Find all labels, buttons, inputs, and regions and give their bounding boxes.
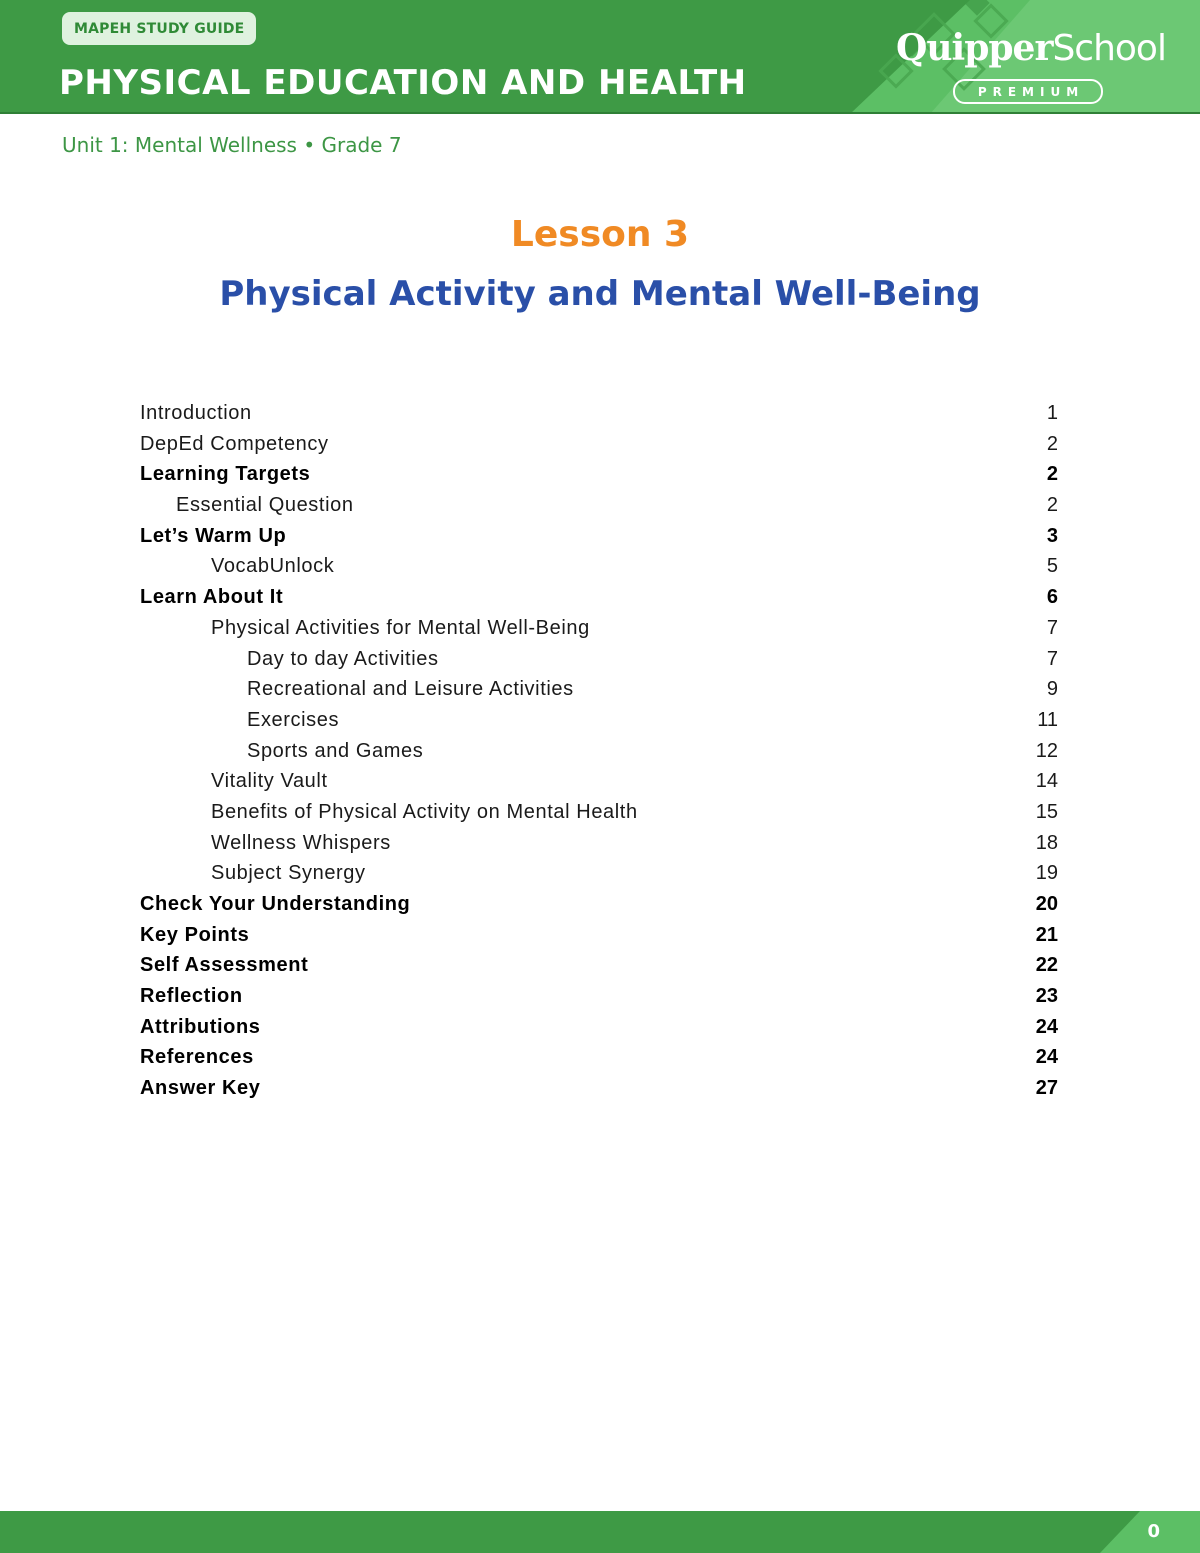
toc-entry-label: Self Assessment [140,954,309,977]
toc-entry-page: 2 [1046,432,1058,455]
toc-entry[interactable] [140,521,1060,552]
toc-entry[interactable] [140,858,1060,889]
toc-entry[interactable] [140,674,1060,705]
toc-entry-page: 2 [1046,494,1058,517]
toc-entry-page: 24 [1035,1046,1058,1069]
toc-entry-label: Wellness Whispers [211,831,391,854]
toc-entry[interactable] [140,1012,1060,1043]
toc-entry-label: Sports and Games [247,739,424,762]
toc-entry[interactable] [140,490,1060,521]
toc-entry-label: Benefits of Physical Activity on Mental Health [211,800,638,823]
table-of-contents [140,398,1060,1104]
toc-entry[interactable] [140,459,1060,490]
toc-entry-page: 11 [1037,708,1058,731]
toc-entry-label: Recreational and Leisure Activities [247,678,574,701]
page-header [0,0,1200,114]
toc-entry[interactable] [140,398,1060,429]
toc-entry-page: 21 [1035,923,1058,946]
quipper-school-logo [896,26,1166,70]
toc-entry-label: Essential Question [176,494,354,517]
page-number: 0 [1147,1521,1160,1542]
toc-entry-page: 18 [1035,831,1058,854]
lesson-title: Physical Activity and Mental Well-Being [219,274,981,314]
toc-entry-page: 24 [1035,1015,1058,1038]
toc-entry[interactable] [140,705,1060,736]
toc-entry-page: 23 [1035,985,1058,1008]
toc-entry-page: 27 [1035,1077,1058,1100]
toc-entry[interactable] [140,828,1060,859]
premium-badge: PREMIUM [953,79,1103,104]
study-guide-badge: MAPEH STUDY GUIDE [62,12,256,45]
toc-entry[interactable] [140,920,1060,951]
toc-entry-label: Let’s Warm Up [140,524,287,547]
toc-entry-label: Learn About It [140,586,284,609]
toc-entry-label: Vitality Vault [211,770,328,793]
toc-entry-page: 7 [1046,647,1058,670]
header-divider [0,112,1200,114]
toc-entry[interactable] [140,889,1060,920]
toc-entry-page: 22 [1035,954,1058,977]
toc-entry[interactable] [140,766,1060,797]
toc-entry-label: Check Your Understanding [140,893,411,915]
brand-school: School [1052,28,1166,69]
toc-entry-page: 2 [1046,463,1058,486]
toc-entry-page: 7 [1046,616,1058,639]
toc-entry-label: Attributions [140,1015,261,1038]
toc-entry-label: Key Points [140,923,250,946]
toc-entry-label: References [140,1046,254,1069]
toc-entry-label: Exercises [247,708,340,731]
toc-entry-label: Learning Targets [140,463,311,486]
toc-entry[interactable] [140,797,1060,828]
toc-entry-page: 1 [1046,402,1058,424]
toc-entry[interactable] [140,613,1060,644]
toc-entry[interactable] [140,736,1060,767]
toc-entry[interactable] [140,981,1060,1012]
toc-entry[interactable] [140,644,1060,675]
toc-entry-page: 20 [1035,893,1058,915]
toc-entry[interactable] [140,429,1060,460]
unit-grade-line: Unit 1: Mental Wellness • Grade 7 [62,133,402,157]
toc-entry-label: DepEd Competency [140,432,329,455]
toc-entry-label: Introduction [140,402,252,424]
toc-entry-page: 14 [1035,770,1058,793]
toc-entry-page: 15 [1035,800,1058,823]
toc-entry-label: Reflection [140,985,243,1008]
toc-entry-label: Subject Synergy [211,862,366,885]
toc-entry-page: 12 [1035,739,1058,762]
toc-entry-label: Day to day Activities [247,647,439,670]
toc-entry-page: 6 [1046,586,1058,609]
toc-entry-label: VocabUnlock [211,555,335,578]
toc-entry[interactable] [140,582,1060,613]
toc-entry[interactable] [140,1042,1060,1073]
page-footer [0,1511,1200,1553]
toc-entry[interactable] [140,950,1060,981]
toc-entry-label: Physical Activities for Mental Well-Being [211,616,590,639]
toc-entry-page: 5 [1046,555,1058,578]
toc-entry-label: Answer Key [140,1077,261,1100]
lesson-number: Lesson 3 [510,214,690,255]
toc-entry-page: 19 [1035,862,1058,885]
toc-entry[interactable] [140,1073,1060,1104]
subject-heading: PHYSICAL EDUCATION AND HEALTH [59,63,747,103]
brand-quipper: Quipper [896,27,1053,69]
toc-entry[interactable] [140,551,1060,582]
toc-entry-page: 3 [1046,524,1058,547]
toc-entry-page: 9 [1046,678,1058,701]
